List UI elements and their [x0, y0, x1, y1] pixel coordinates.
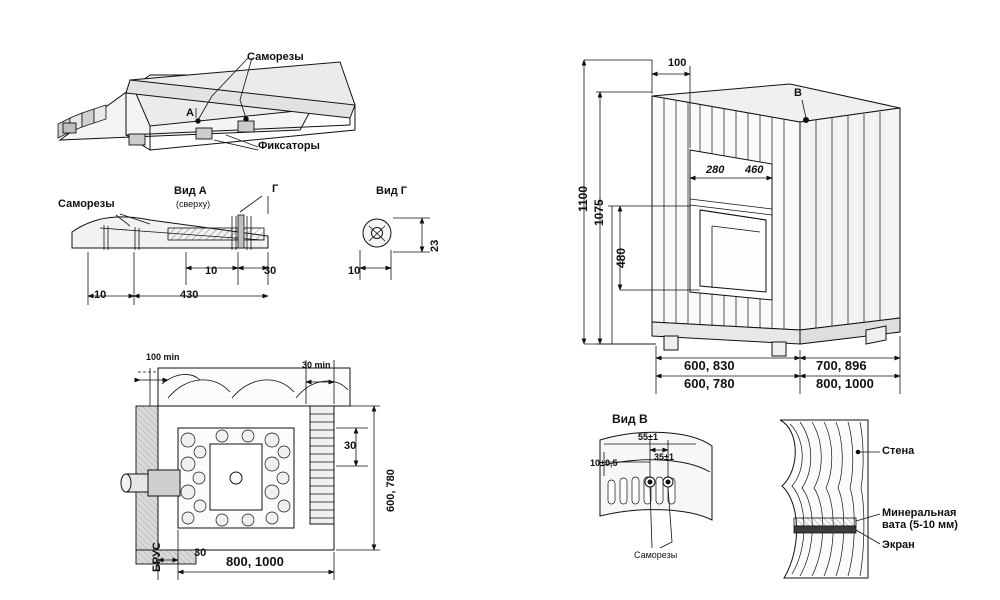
- dim-right-600-780: 600, 780: [684, 376, 735, 391]
- label-wall: Стена: [882, 445, 915, 457]
- label-fixers: Фиксаторы: [258, 140, 320, 152]
- dim-right-480: 480: [614, 247, 628, 268]
- dim-view-g-10: 10: [348, 265, 361, 277]
- dim-view-a-430: 430: [180, 289, 199, 301]
- dim-view-a-30: 30: [264, 265, 277, 277]
- label-screws-left: Саморезы: [58, 198, 115, 210]
- view-b-detail: [600, 432, 712, 548]
- dim-plan-800-1000: 800, 1000: [226, 554, 284, 569]
- dim-plan-30min: 30 min: [302, 360, 331, 370]
- dim-right-460: 460: [745, 164, 764, 176]
- view-g-detail: [360, 218, 430, 280]
- view-b-title: Вид В: [612, 412, 648, 426]
- label-screen: Экран: [882, 539, 915, 551]
- dim-plan-100min: 100 min: [146, 352, 180, 362]
- label-mineral-wool-2: вата (5-10 мм): [882, 519, 958, 531]
- dim-view-a-10b: 10: [94, 289, 107, 301]
- dim-right-1075: 1075: [592, 199, 606, 226]
- label-beam: БРУС: [151, 542, 163, 572]
- dim-right-800-1000: 800, 1000: [816, 376, 874, 391]
- lid-isometric: [58, 58, 355, 150]
- dim-view-b-55: 55±1: [638, 432, 658, 442]
- wall-screen-detail: [780, 420, 880, 578]
- dim-view-b-10: 10±0,5: [590, 458, 618, 468]
- label-screws-bottom: Саморезы: [634, 550, 678, 560]
- dim-right-1100: 1100: [576, 185, 590, 212]
- dim-right-700-896: 700, 896: [816, 358, 867, 373]
- dim-right-280: 280: [706, 164, 725, 176]
- view-a-subtitle: (сверху): [176, 199, 211, 209]
- enclosure-isometric: [584, 57, 900, 394]
- marker-g: Г: [272, 183, 279, 195]
- dim-view-g-23: 23: [429, 239, 441, 252]
- dim-plan-30-bottom: 30: [194, 547, 207, 559]
- dim-view-a-10: 10: [205, 265, 218, 277]
- dim-right-600-830: 600, 830: [684, 358, 735, 373]
- dim-plan-30-right: 30: [344, 440, 357, 452]
- dim-plan-600-780: 600, 780: [385, 469, 397, 512]
- view-a-title: Вид А: [174, 185, 207, 197]
- marker-b: В: [794, 87, 802, 99]
- view-g-title: Вид Г: [376, 185, 407, 197]
- label-screws-top: Саморезы: [247, 51, 304, 63]
- dim-view-b-35: 35±1: [654, 452, 674, 462]
- marker-a: А: [186, 107, 194, 119]
- label-mineral-wool-1: Минеральная: [882, 507, 957, 519]
- dim-right-100: 100: [668, 57, 687, 69]
